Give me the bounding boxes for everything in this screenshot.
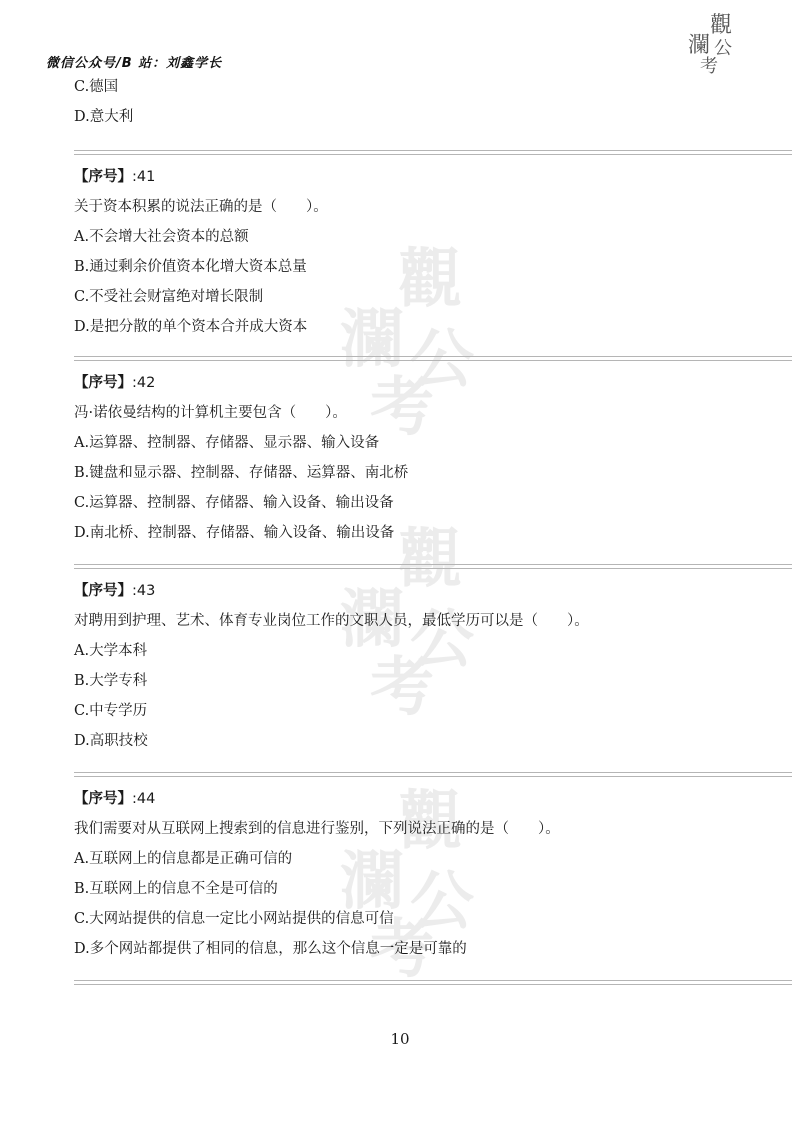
option-b: B.大学专科 — [74, 673, 148, 689]
option-d: D.南北桥、控制器、存储器、输入设备、输出设备 — [74, 525, 395, 541]
question-number: :44 — [132, 791, 156, 807]
question-label: 【序号】 — [74, 583, 132, 599]
corner-logo: 觀 瀾 公 考 — [688, 13, 733, 77]
option-b: B.通过剩余价值资本化增大资本总量 — [74, 259, 307, 275]
question-number: :42 — [132, 375, 156, 391]
option-a: A.运算器、控制器、存储器、显示器、输入设备 — [74, 435, 380, 451]
question-stem: 冯·诺依曼结构的计算机主要包含（ ）。 — [74, 405, 347, 421]
option-a: A.互联网上的信息都是正确可信的 — [74, 851, 293, 867]
option-a: A.不会增大社会资本的总额 — [74, 229, 249, 245]
option-d: D.是把分散的单个资本合并成大资本 — [74, 319, 308, 335]
divider — [74, 356, 792, 361]
option-d: D.高职技校 — [74, 733, 148, 749]
question-header — [74, 162, 724, 192]
watermark: 觀 瀾 公 考 — [340, 522, 474, 725]
option: C.德国 — [74, 79, 119, 95]
question-41 — [74, 162, 724, 342]
header-note: 微信公众号/B 站：刘鑫学长 — [46, 56, 223, 71]
option-c: C.不受社会财富绝对增长限制 — [74, 289, 264, 305]
divider — [74, 772, 792, 777]
divider — [74, 564, 792, 569]
question-42 — [74, 368, 724, 548]
question-label: 【序号】 — [74, 375, 132, 391]
question-stem: 我们需要对从互联网上搜索到的信息进行鉴别，下列说法正确的是（ ）。 — [74, 821, 560, 837]
option-b: B.互联网上的信息不全是可信的 — [74, 881, 278, 897]
question-43 — [74, 576, 724, 756]
watermark: 觀 瀾 公 考 — [340, 784, 474, 987]
option-c: C.运算器、控制器、存储器、输入设备、输出设备 — [74, 495, 394, 511]
divider — [74, 150, 792, 155]
question-label: 【序号】 — [74, 791, 132, 807]
option-d: D.多个网站都提供了相同的信息，那么这个信息一定是可靠的 — [74, 941, 467, 957]
question-header — [74, 576, 724, 606]
option: D.意大利 — [74, 109, 134, 125]
page-number: 10 — [390, 1030, 410, 1048]
option-a: A.大学本科 — [74, 643, 148, 659]
question-stem: 关于资本积累的说法正确的是（ ）。 — [74, 199, 328, 215]
option-c: C.中专学历 — [74, 703, 148, 719]
watermark: 觀 瀾 公 考 — [340, 242, 474, 445]
option-c: C.大网站提供的信息一定比小网站提供的信息可信 — [74, 911, 394, 927]
carryover-options — [74, 72, 724, 132]
question-44 — [74, 784, 724, 964]
question-number: :41 — [132, 169, 156, 185]
question-number: :43 — [132, 583, 156, 599]
question-header — [74, 368, 724, 398]
question-header — [74, 784, 724, 814]
divider — [74, 980, 792, 985]
question-stem: 对聘用到护理、艺术、体育专业岗位工作的文职人员，最低学历可以是（ ）。 — [74, 613, 589, 629]
question-label: 【序号】 — [74, 169, 132, 185]
option-b: B.键盘和显示器、控制器、存储器、运算器、南北桥 — [74, 465, 409, 481]
